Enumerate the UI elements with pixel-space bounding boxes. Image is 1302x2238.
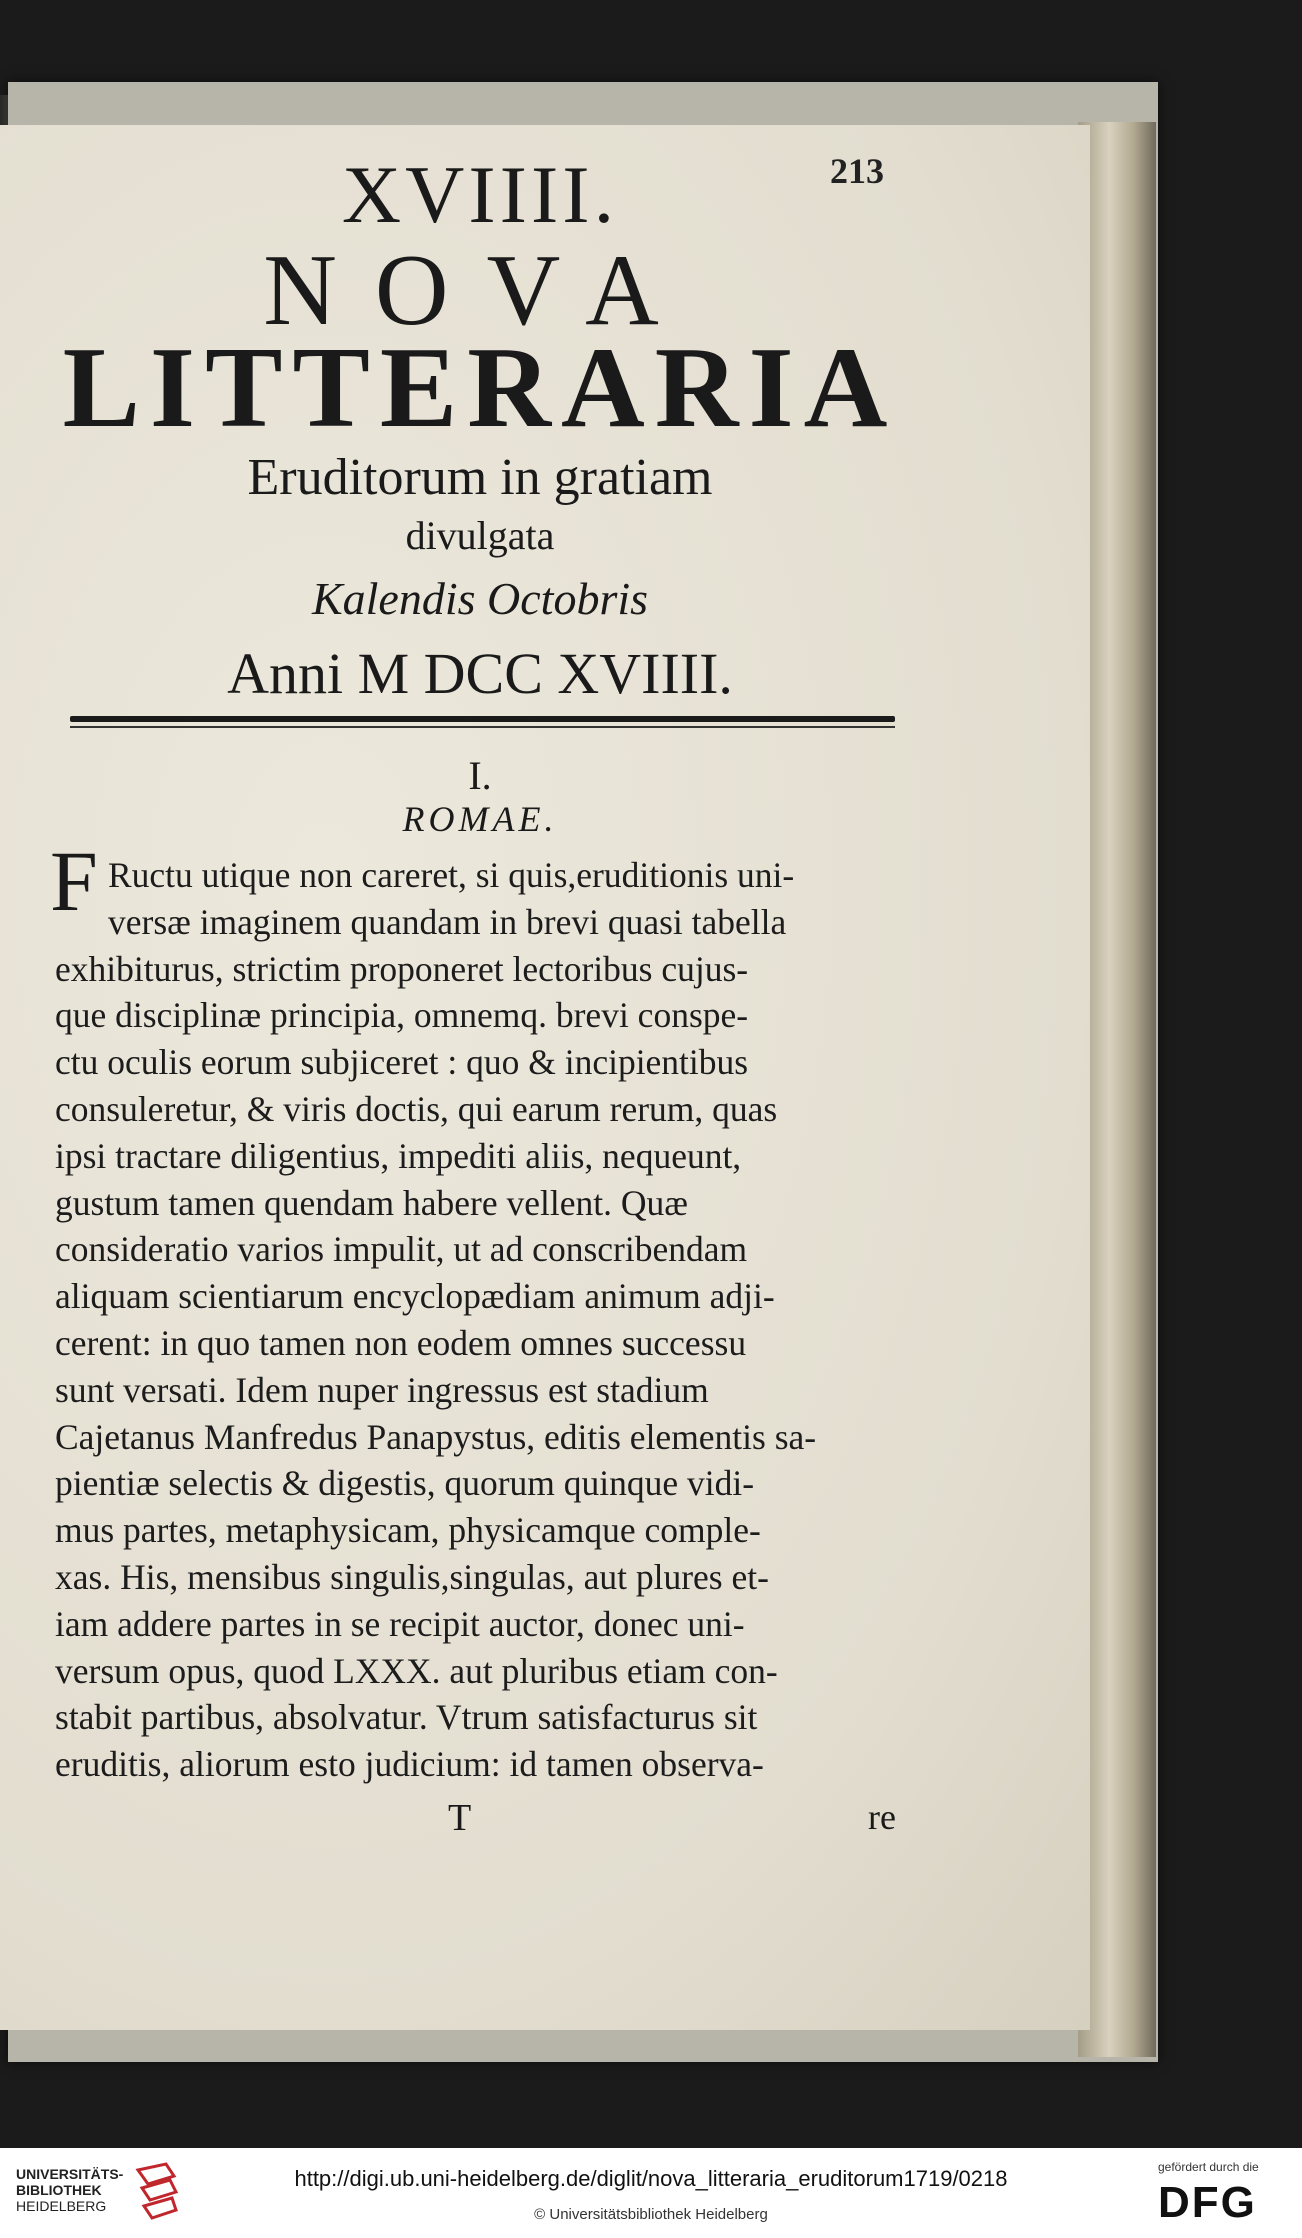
library-name-line-2: BIBLIOTHEK <box>16 2182 102 2198</box>
section-number: I. <box>468 753 492 798</box>
library-name-line-3: HEIDELBERG <box>16 2198 107 2214</box>
page-number: 213 <box>830 151 884 191</box>
subtitle-2: divulgata <box>405 513 555 558</box>
body-line: iam addere partes in se recipit auctor, donec uni- <box>55 1603 745 1644</box>
body-line: sunt versati. Idem nuper ingressus est stadium <box>55 1369 709 1410</box>
body-line: consideratio varios impulit, ut ad conscribendam <box>55 1229 748 1270</box>
body-line: gustum tamen quendam habere vellent. Quæ <box>55 1182 688 1223</box>
body-line: Cajetanus Manfredus Panapystus, editis elementis sa- <box>55 1416 817 1457</box>
title-rule <box>70 716 895 722</box>
library-name-line-1: UNIVERSITÄTS- <box>16 2166 124 2182</box>
subtitle-3: Kalendis Octobris <box>311 573 649 624</box>
copyright-text: © Universitätsbibliothek Heidelberg <box>534 2206 768 2223</box>
title-line-1: NOVA <box>263 234 697 347</box>
body-line: Ructu utique non careret, si quis,eruditionis uni- <box>108 855 795 895</box>
catchword: re <box>868 1797 896 1837</box>
body-line: xas. His, mensibus singulis,singulas, aut plures et- <box>55 1557 769 1597</box>
signature-mark: T <box>448 1797 472 1839</box>
funded-by-label: gefördert durch die <box>1158 2160 1259 2174</box>
body-line: aliquam scientiarum encyclopædiam animum adji- <box>55 1276 775 1317</box>
body-line: eruditis, aliorum esto judicium: id tamen observa- <box>55 1744 764 1785</box>
body-line: consuleretur, & viris doctis, qui earum rerum, quas <box>55 1089 778 1129</box>
body-line: cerent: in quo tamen non eodem omnes successu <box>55 1323 747 1363</box>
drop-cap: F <box>50 833 98 929</box>
body-line: versæ imaginem quandam in brevi quasi tabella <box>108 901 787 942</box>
subtitle-1: Eruditorum in gratiam <box>247 449 713 506</box>
title-line-2: LITTERARIA <box>62 324 898 452</box>
viewer-footer <box>0 2148 1302 2238</box>
body-line: versum opus, quod LXXX. aut pluribus etiam con- <box>55 1650 778 1691</box>
body-line: ctu oculis eorum subjiceret : quo & incipientibus <box>55 1042 749 1083</box>
body-line: exhibiturus, strictim proponeret lectoribus cujus- <box>55 948 749 989</box>
body-line: pientiæ selectis & digestis, quorum quinque vidi- <box>55 1463 755 1504</box>
issue-numeral: XVIIII. <box>341 149 619 240</box>
body-line: que disciplinæ principia, omnemq. brevi conspe- <box>55 995 749 1036</box>
title-rule-thin <box>70 726 895 728</box>
subtitle-4: Anni M DCC XVIIII. <box>227 641 733 706</box>
dfg-logo: DFG <box>1158 2178 1257 2227</box>
source-url-link[interactable]: http://digi.ub.uni-heidelberg.de/diglit/nova_litteraria_eruditorum1719/0218 <box>294 2166 1008 2191</box>
body-line: stabit partibus, absolvatur. Vtrum satisfacturus sit <box>55 1697 758 1738</box>
section-title: ROMAE. <box>402 799 558 839</box>
body-line: mus partes, metaphysicam, physicamque comple- <box>55 1510 761 1551</box>
body-line: ipsi tractare diligentius, impediti aliis, nequeunt, <box>55 1135 742 1176</box>
